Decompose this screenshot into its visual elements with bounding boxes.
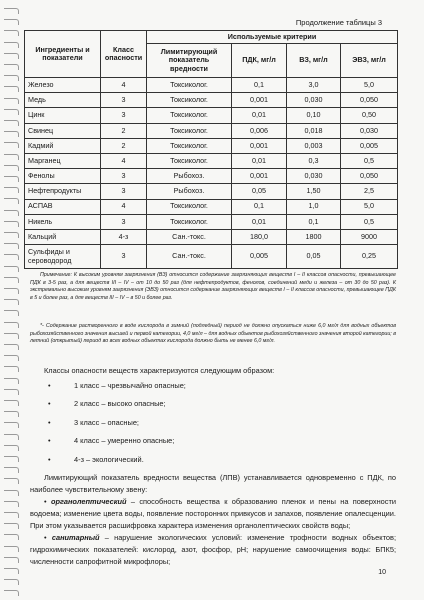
hazard-class-label: 2 класс – высоко опасные;: [74, 399, 166, 409]
organoleptic-bullet: •: [44, 497, 47, 507]
binding-ring: [4, 512, 19, 518]
header-pdk: ПДК, мг/л: [232, 44, 287, 78]
organoleptic-paragraph: [30, 496, 396, 532]
limiting-indicator-cell: Токсиколог.: [147, 78, 232, 93]
oxygen-note: [30, 323, 396, 346]
vz-value-cell: 0,018: [287, 123, 341, 138]
binding-ring: [4, 546, 19, 552]
hazard-classes-intro: Классы опасности веществ характеризуются следующим образом:: [44, 366, 275, 375]
pdk-value-cell: 0,001: [232, 138, 287, 153]
binding-ring: [4, 322, 19, 328]
table-row: [25, 199, 398, 214]
binding-ring: [4, 64, 19, 70]
binding-ring: [4, 187, 19, 193]
ingredient-cell: Нефтепродукты: [25, 184, 101, 199]
page-number: 10: [378, 569, 386, 576]
ingredient-cell: Сульфиды и сероводород: [25, 245, 101, 269]
sanitary-paragraph: [30, 532, 396, 568]
binding-ring: [4, 422, 19, 428]
binding-ring: [4, 254, 19, 260]
hazard-class-cell: 3: [101, 214, 147, 229]
limiting-indicator-cell: Токсиколог.: [147, 123, 232, 138]
binding-ring: [4, 478, 19, 484]
table-row: [25, 169, 398, 184]
evz-value-cell: 0,5: [341, 153, 398, 168]
table-note: [30, 272, 396, 303]
vz-value-cell: 0,030: [287, 93, 341, 108]
bullet-icon: •: [48, 399, 51, 409]
binding-ring: [4, 277, 19, 283]
evz-value-cell: 9000: [341, 229, 398, 244]
ingredient-cell: Цинк: [25, 108, 101, 123]
pdk-value-cell: 0,01: [232, 153, 287, 168]
binding-ring: [4, 176, 19, 182]
binding-ring: [4, 221, 19, 227]
evz-value-cell: 0,005: [341, 138, 398, 153]
ingredient-cell: Кальций: [25, 229, 101, 244]
hazard-class-item: [48, 398, 396, 410]
hazard-class-item: [48, 417, 396, 429]
pdk-value-cell: 0,1: [232, 199, 287, 214]
binding-ring: [4, 142, 19, 148]
ingredient-cell: Фенолы: [25, 169, 101, 184]
ingredient-cell: Марганец: [25, 153, 101, 168]
binding-ring: [4, 232, 19, 238]
binding-ring: [4, 579, 19, 585]
ingredient-cell: Свинец: [25, 123, 101, 138]
header-limiting-indicator: Лимитирующий показатель вредности: [147, 44, 232, 78]
table-row: [25, 229, 398, 244]
hazard-class-cell: 3: [101, 184, 147, 199]
vz-value-cell: 0,3: [287, 153, 341, 168]
vz-value-cell: 1,50: [287, 184, 341, 199]
pdk-value-cell: 0,001: [232, 93, 287, 108]
hazard-class-cell: 4: [101, 199, 147, 214]
organoleptic-term: органолептический: [50, 497, 127, 507]
vz-value-cell: 0,10: [287, 108, 341, 123]
evz-value-cell: 0,5: [341, 214, 398, 229]
table-row: [25, 214, 398, 229]
limiting-indicator-cell: Токсиколог.: [147, 153, 232, 168]
binding-ring: [4, 243, 19, 249]
limiting-indicator-cell: Токсиколог.: [147, 214, 232, 229]
binding-ring: [4, 568, 19, 574]
binding-ring: [4, 467, 19, 473]
hazard-class-label: 4 класс – умеренно опасные;: [74, 436, 175, 446]
pdk-value-cell: 0,01: [232, 214, 287, 229]
binding-ring: [4, 8, 19, 14]
pdk-value-cell: 180,0: [232, 229, 287, 244]
pdk-value-cell: 0,006: [232, 123, 287, 138]
hazard-class-label: 1 класс – чрезвычайно опасные;: [74, 380, 186, 390]
pdk-value-cell: 0,1: [232, 78, 287, 93]
vz-value-cell: 1,0: [287, 199, 341, 214]
evz-value-cell: 0,050: [341, 93, 398, 108]
table-continuation-label: Продолжение таблицы 3: [295, 18, 382, 27]
ingredient-cell: АСПАВ: [25, 199, 101, 214]
pdk-value-cell: 0,05: [232, 184, 287, 199]
pdk-value-cell: 0,005: [232, 245, 287, 269]
binding-ring: [4, 19, 19, 25]
binding-ring: [4, 86, 19, 92]
binding-ring: [4, 299, 19, 305]
limiting-indicator-cell: Токсиколог.: [147, 93, 232, 108]
binding-ring: [4, 445, 19, 451]
bullet-icon: •: [48, 417, 51, 427]
sanitary-text: – нарушение экологических условий: изменение трофности водных объектов; гидрохимических показателей: кислород, азот, фосфор, pH; нарушение самоочищения воды: БПК5; численности сапрофитной микрофлоры;: [30, 533, 396, 567]
limiting-indicator-cell: Токсиколог.: [147, 138, 232, 153]
header-vz: ВЗ, мг/л: [287, 44, 341, 78]
table-row: [25, 153, 398, 168]
binding-ring: [4, 266, 19, 272]
hazard-class-label: 4-з – экологический.: [74, 454, 144, 464]
hazard-class-cell: 4-з: [101, 229, 147, 244]
ingredient-cell: Никель: [25, 214, 101, 229]
vz-value-cell: 0,030: [287, 169, 341, 184]
limiting-indicator-cell: Сан.-токс.: [147, 245, 232, 269]
hazard-class-cell: 3: [101, 245, 147, 269]
header-hazard-class: Класс опасности: [101, 31, 147, 78]
sanitary-bullet: •: [44, 533, 47, 543]
limiting-indicator-cell: Токсиколог.: [147, 199, 232, 214]
sanitary-term: санитарный: [51, 533, 100, 543]
note-oxygen: *- Содержание растворенного в воде кислорода в зимний (подледный) период не должно опускаться ниже 6,0 мг/л для водных объектов рыбохозяйственного значения высшей и первой категории, 4,0 мг/л – для водных объектов рыбохозяйственного значения второй категории; в летний (открытый) период во всех водных объектах кислорода должно быть не менее 6,0 мг/л.: [30, 323, 396, 345]
hazard-class-list: [30, 380, 396, 466]
vz-value-cell: 0,003: [287, 138, 341, 153]
binding-ring: [4, 389, 19, 395]
evz-value-cell: 0,050: [341, 169, 398, 184]
binding-ring: [4, 534, 19, 540]
limiting-indicator-cell: Рыбохоз.: [147, 184, 232, 199]
table-body: [25, 78, 398, 269]
ingredient-cell: Медь: [25, 93, 101, 108]
hazard-class-cell: 3: [101, 108, 147, 123]
binding-ring: [4, 42, 19, 48]
binding-ring: [4, 98, 19, 104]
binding-ring: [4, 120, 19, 126]
header-evz: ЭВЗ, мг/л: [341, 44, 398, 78]
binding-ring: [4, 131, 19, 137]
limiting-indicator-cell: Сан.-токс.: [147, 229, 232, 244]
organoleptic-text: – способность вещества к образованию пленок и пены на поверхности водоема; изменение цвета воды, появление посторонних привкусов и запахов, появление опалесценции. При этом указывается расшифровка характера изменения органолептических свойств воды;: [30, 497, 396, 531]
table-row: [25, 123, 398, 138]
vz-value-cell: 0,05: [287, 245, 341, 269]
hazard-class-cell: 4: [101, 153, 147, 168]
limiting-indicator-cell: Рыбохоз.: [147, 169, 232, 184]
binding-ring: [4, 456, 19, 462]
binding-ring: [4, 154, 19, 160]
evz-value-cell: 5,0: [341, 199, 398, 214]
pdk-value-cell: 0,01: [232, 108, 287, 123]
header-ingredients: Ингредиенты и показатели: [25, 31, 101, 78]
binding-ring: [4, 288, 19, 294]
binding-ring: [4, 590, 19, 596]
binding-ring: [4, 30, 19, 36]
binding-ring: [4, 355, 19, 361]
table-row: [25, 93, 398, 108]
binding-ring: [4, 411, 19, 417]
bullet-icon: •: [48, 436, 51, 446]
table-row: [25, 245, 398, 269]
criteria-table: [24, 30, 398, 269]
binding-ring: [4, 310, 19, 316]
vz-value-cell: 0,1: [287, 214, 341, 229]
binding-ring: [4, 165, 19, 171]
hazard-class-cell: 4: [101, 78, 147, 93]
binding-ring: [4, 557, 19, 563]
hazard-class-item: [48, 454, 396, 466]
evz-value-cell: 0,030: [341, 123, 398, 138]
lpv-paragraph: Лимитирующий показатель вредности вещества (ЛПВ) устанавливается одновременно с ПДК, по наиболее чувствительному звену:: [30, 473, 396, 495]
evz-value-cell: 0,50: [341, 108, 398, 123]
hazard-class-cell: 3: [101, 169, 147, 184]
hazard-class-cell: 2: [101, 123, 147, 138]
binding-ring: [4, 523, 19, 529]
binding-ring: [4, 210, 19, 216]
evz-value-cell: 0,25: [341, 245, 398, 269]
binding-ring: [4, 378, 19, 384]
vz-value-cell: 3,0: [287, 78, 341, 93]
table-row: [25, 78, 398, 93]
binding-ring: [4, 109, 19, 115]
binding-ring: [4, 490, 19, 496]
binding-rings: [0, 0, 18, 600]
binding-ring: [4, 333, 19, 339]
hazard-class-item: [48, 380, 396, 392]
evz-value-cell: 2,5: [341, 184, 398, 199]
hazard-class-item: [48, 435, 396, 447]
binding-ring: [4, 434, 19, 440]
binding-ring: [4, 400, 19, 406]
binding-ring: [4, 198, 19, 204]
note-pollution-levels: Примечание: К высоким уровням загрязнения (ВЗ) относится содержание загрязняющих веществ I – II классов опасности, превышающее ПДК в 3-5 раз, а для веществ III – IV – от 10 до 50 раз (для нефтепродуктов, фенолов, соединений меди и железа – от 30 до 50 раз). К экстремально высоким уровням загрязнения (ЭВЗ) относится содержание загрязняющих веществ I – II классов опасности, превышающее ПДК в 5 и более раз, а для веществ III – IV – в 50 и более раз.: [30, 272, 396, 302]
binding-ring: [4, 366, 19, 372]
bullet-icon: •: [48, 454, 51, 464]
bullet-icon: •: [48, 380, 51, 390]
table-row: [25, 184, 398, 199]
ingredient-cell: Железо: [25, 78, 101, 93]
binding-ring: [4, 53, 19, 59]
ingredient-cell: Кадмий: [25, 138, 101, 153]
binding-ring: [4, 75, 19, 81]
limiting-indicator-cell: Токсиколог.: [147, 108, 232, 123]
hazard-class-label: 3 класс – опасные;: [74, 417, 139, 427]
evz-value-cell: 5,0: [341, 78, 398, 93]
binding-ring: [4, 501, 19, 507]
hazard-class-cell: 2: [101, 138, 147, 153]
header-criteria-group: Используемые критерии: [147, 31, 398, 44]
binding-ring: [4, 344, 19, 350]
table-row: [25, 108, 398, 123]
table-row: [25, 138, 398, 153]
pdk-value-cell: 0,001: [232, 169, 287, 184]
hazard-classes-section: [30, 365, 396, 568]
hazard-class-cell: 3: [101, 93, 147, 108]
vz-value-cell: 1800: [287, 229, 341, 244]
